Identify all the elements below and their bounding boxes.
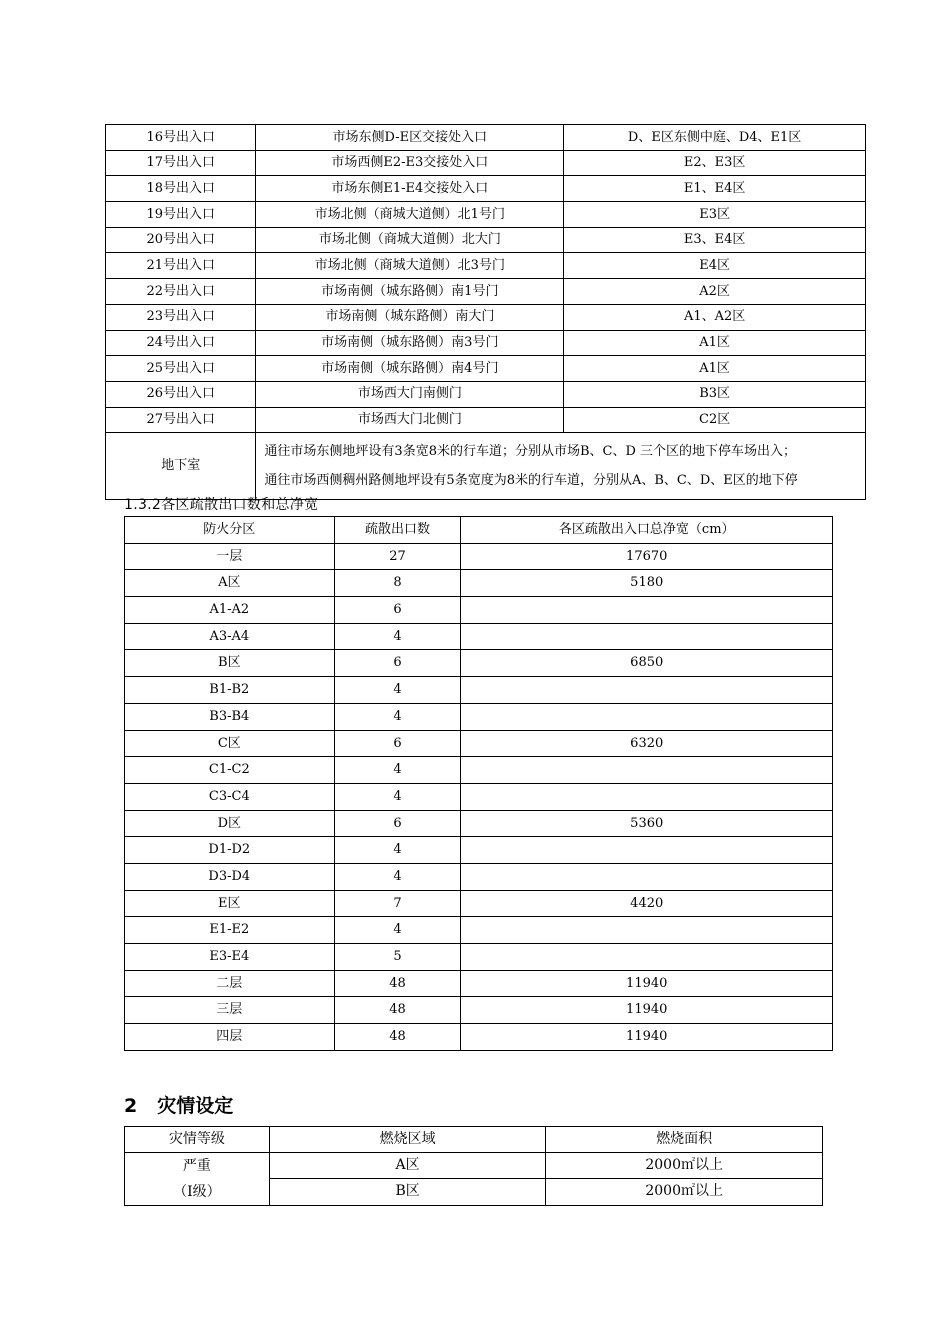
burn-area-cell: 2000㎡以上 — [546, 1152, 823, 1179]
disaster-level-grade: （Ⅰ级） — [173, 1183, 221, 1200]
exit-count-cell: 6 — [334, 810, 461, 837]
evacuation-row — [125, 730, 833, 757]
entrance-location-cell: 市场东侧E1-E4交接处入口 — [256, 176, 564, 202]
basement-line-2: 通往市场西侧稠州路侧地坪设有5条宽度为8米的行车道，分别从A、B、C、D、E区的地下停 — [264, 473, 798, 489]
fire-zone-cell: E区 — [125, 890, 335, 917]
total-width-cell — [461, 623, 833, 650]
entrance-number-cell: 27号出入口 — [106, 407, 256, 433]
entrance-row — [106, 176, 866, 202]
fire-row — [125, 1152, 823, 1179]
fire-zone-cell: D3-D4 — [125, 863, 335, 890]
evacuation-row — [125, 970, 833, 997]
fire-zone-cell: D1-D2 — [125, 837, 335, 864]
entrance-zone-cell: B3区 — [564, 381, 866, 407]
entrance-location-cell: 市场西大门北侧门 — [256, 407, 564, 433]
exit-count-cell: 4 — [334, 837, 461, 864]
exit-count-cell: 7 — [334, 890, 461, 917]
entrance-row — [106, 125, 866, 151]
entrance-zone-cell: A1区 — [564, 330, 866, 356]
evacuation-row — [125, 597, 833, 624]
entrance-number-cell: 16号出入口 — [106, 125, 256, 151]
fire-zone-cell: A1-A2 — [125, 597, 335, 624]
evacuation-row — [125, 650, 833, 677]
entrance-location-cell: 市场南侧（城东路侧）南大门 — [256, 304, 564, 330]
fire-zone-cell: C1-C2 — [125, 757, 335, 784]
entrance-number-cell: 22号出入口 — [106, 279, 256, 305]
fire-zone-cell: D区 — [125, 810, 335, 837]
total-width-cell: 11940 — [461, 1024, 833, 1051]
fire-zone-cell: C3-C4 — [125, 783, 335, 810]
evacuation-row — [125, 863, 833, 890]
header-disaster-level: 灾情等级 — [125, 1127, 270, 1153]
entrance-location-cell: 市场北侧（商城大道侧）北3号门 — [256, 253, 564, 279]
total-width-cell: 6850 — [461, 650, 833, 677]
evacuation-row — [125, 703, 833, 730]
exit-count-cell: 6 — [334, 730, 461, 757]
exit-count-cell: 8 — [334, 570, 461, 597]
entrance-zone-cell: A1区 — [564, 356, 866, 382]
total-width-cell — [461, 944, 833, 971]
entrance-location-cell: 市场东侧D-E区交接处入口 — [256, 125, 564, 151]
fire-zone-cell: 三层 — [125, 997, 335, 1024]
exit-count-cell: 4 — [334, 677, 461, 704]
entrance-zone-cell: E3、E4区 — [564, 227, 866, 253]
total-width-cell: 4420 — [461, 890, 833, 917]
entrance-location-cell: 市场西大门南侧门 — [256, 381, 564, 407]
entrance-number-cell: 26号出入口 — [106, 381, 256, 407]
exit-count-cell: 4 — [334, 783, 461, 810]
header-burn-area: 燃烧面积 — [546, 1127, 823, 1153]
entrance-zone-cell: A1、A2区 — [564, 304, 866, 330]
evacuation-row — [125, 543, 833, 570]
basement-row — [106, 433, 866, 500]
entrance-number-cell: 20号出入口 — [106, 227, 256, 253]
entrance-number-cell: 19号出入口 — [106, 202, 256, 228]
evacuation-row — [125, 837, 833, 864]
exit-count-cell: 27 — [334, 543, 461, 570]
section-2-heading — [124, 1091, 233, 1118]
entrance-location-cell: 市场北侧（商城大道侧）北大门 — [256, 227, 564, 253]
entrance-zone-cell: D、E区东侧中庭、D4、E1区 — [564, 125, 866, 151]
header-fire-zone: 防火分区 — [125, 517, 335, 544]
basement-line-1: 通往市场东侧地坪设有3条宽8米的行车道；分别从市场B、C、D 三个区的地下停车场出入； — [264, 444, 797, 460]
entrance-row — [106, 407, 866, 433]
total-width-cell: 11940 — [461, 997, 833, 1024]
entrance-location-cell: 市场北侧（商城大道侧）北1号门 — [256, 202, 564, 228]
fire-zone-cell: C区 — [125, 730, 335, 757]
disaster-level-name: 严重 — [182, 1157, 211, 1174]
total-width-cell — [461, 837, 833, 864]
burn-area-cell: 2000㎡以上 — [546, 1179, 823, 1206]
total-width-cell: 5180 — [461, 570, 833, 597]
header-exit-count: 疏散出口数 — [334, 517, 461, 544]
exit-count-cell: 6 — [334, 650, 461, 677]
entrance-row — [106, 356, 866, 382]
total-width-cell — [461, 677, 833, 704]
entrance-location-cell: 市场南侧（城东路侧）南4号门 — [256, 356, 564, 382]
evacuation-row — [125, 677, 833, 704]
exit-count-cell: 4 — [334, 863, 461, 890]
total-width-cell — [461, 917, 833, 944]
basement-label: 地下室 — [106, 433, 256, 500]
total-width-cell: 6320 — [461, 730, 833, 757]
evacuation-row — [125, 997, 833, 1024]
entrance-row — [106, 381, 866, 407]
burn-zone-cell: B区 — [269, 1179, 546, 1206]
section-2-title: 灾情设定 — [157, 1095, 234, 1117]
evacuation-row — [125, 623, 833, 650]
entrance-zone-cell: E4区 — [564, 253, 866, 279]
entrance-zone-cell: E2、E3区 — [564, 150, 866, 176]
fire-zone-cell: B区 — [125, 650, 335, 677]
evacuation-row — [125, 1024, 833, 1051]
evacuation-row — [125, 917, 833, 944]
exit-count-cell: 48 — [334, 997, 461, 1024]
entrance-row — [106, 330, 866, 356]
entrance-row — [106, 202, 866, 228]
disaster-level-cell — [125, 1152, 270, 1205]
entrance-number-cell: 21号出入口 — [106, 253, 256, 279]
total-width-cell — [461, 863, 833, 890]
exit-count-cell: 4 — [334, 703, 461, 730]
entrance-zone-cell: E3区 — [564, 202, 866, 228]
entrance-number-cell: 24号出入口 — [106, 330, 256, 356]
total-width-cell — [461, 757, 833, 784]
entrance-location-cell: 市场西侧E2-E3交接处入口 — [256, 150, 564, 176]
fire-zone-cell: A区 — [125, 570, 335, 597]
fire-zone-cell: B1-B2 — [125, 677, 335, 704]
entrance-row — [106, 227, 866, 253]
fire-zone-cell: B3-B4 — [125, 703, 335, 730]
exit-count-cell: 5 — [334, 944, 461, 971]
entrance-row — [106, 279, 866, 305]
fire-zone-cell: A3-A4 — [125, 623, 335, 650]
entrance-number-cell: 25号出入口 — [106, 356, 256, 382]
exit-count-cell: 6 — [334, 597, 461, 624]
header-total-width: 各区疏散出入口总净宽（cm） — [461, 517, 833, 544]
evacuation-table-body — [125, 543, 833, 1050]
entrance-table — [105, 124, 866, 500]
entrance-zone-cell: A2区 — [564, 279, 866, 305]
total-width-cell: 5360 — [461, 810, 833, 837]
entrance-table-body — [106, 125, 866, 433]
entrance-number-cell: 17号出入口 — [106, 150, 256, 176]
basement-description — [256, 433, 866, 500]
evacuation-row — [125, 810, 833, 837]
evacuation-row — [125, 757, 833, 784]
exit-count-cell: 48 — [334, 970, 461, 997]
entrance-location-cell: 市场南侧（城东路侧）南3号门 — [256, 330, 564, 356]
fire-zone-cell: E1-E2 — [125, 917, 335, 944]
total-width-cell — [461, 703, 833, 730]
section-2-number: 2 — [124, 1095, 138, 1117]
fire-zone-cell: 一层 — [125, 543, 335, 570]
evacuation-header-row — [125, 517, 833, 544]
exit-count-cell: 4 — [334, 917, 461, 944]
entrance-row — [106, 304, 866, 330]
total-width-cell: 17670 — [461, 543, 833, 570]
exit-count-cell: 48 — [334, 1024, 461, 1051]
total-width-cell — [461, 783, 833, 810]
evacuation-row — [125, 890, 833, 917]
entrance-number-cell: 18号出入口 — [106, 176, 256, 202]
fire-header-row — [125, 1127, 823, 1153]
fire-zone-cell: 二层 — [125, 970, 335, 997]
section-1-3-2-title: 1.3.2各区疏散出口数和总净宽 — [124, 497, 319, 513]
total-width-cell: 11940 — [461, 970, 833, 997]
total-width-cell — [461, 597, 833, 624]
entrance-location-cell: 市场南侧（城东路侧）南1号门 — [256, 279, 564, 305]
exit-count-cell: 4 — [334, 757, 461, 784]
entrance-zone-cell: C2区 — [564, 407, 866, 433]
header-burn-zone: 燃烧区域 — [269, 1127, 546, 1153]
burn-zone-cell: A区 — [269, 1152, 546, 1179]
fire-scenario-table — [124, 1126, 823, 1206]
entrance-number-cell: 23号出入口 — [106, 304, 256, 330]
entrance-row — [106, 150, 866, 176]
fire-zone-cell: 四层 — [125, 1024, 335, 1051]
evacuation-row — [125, 944, 833, 971]
entrance-zone-cell: E1、E4区 — [564, 176, 866, 202]
evacuation-row — [125, 783, 833, 810]
evacuation-row — [125, 570, 833, 597]
fire-zone-cell: E3-E4 — [125, 944, 335, 971]
exit-count-cell: 4 — [334, 623, 461, 650]
evacuation-table — [124, 516, 833, 1051]
entrance-row — [106, 253, 866, 279]
